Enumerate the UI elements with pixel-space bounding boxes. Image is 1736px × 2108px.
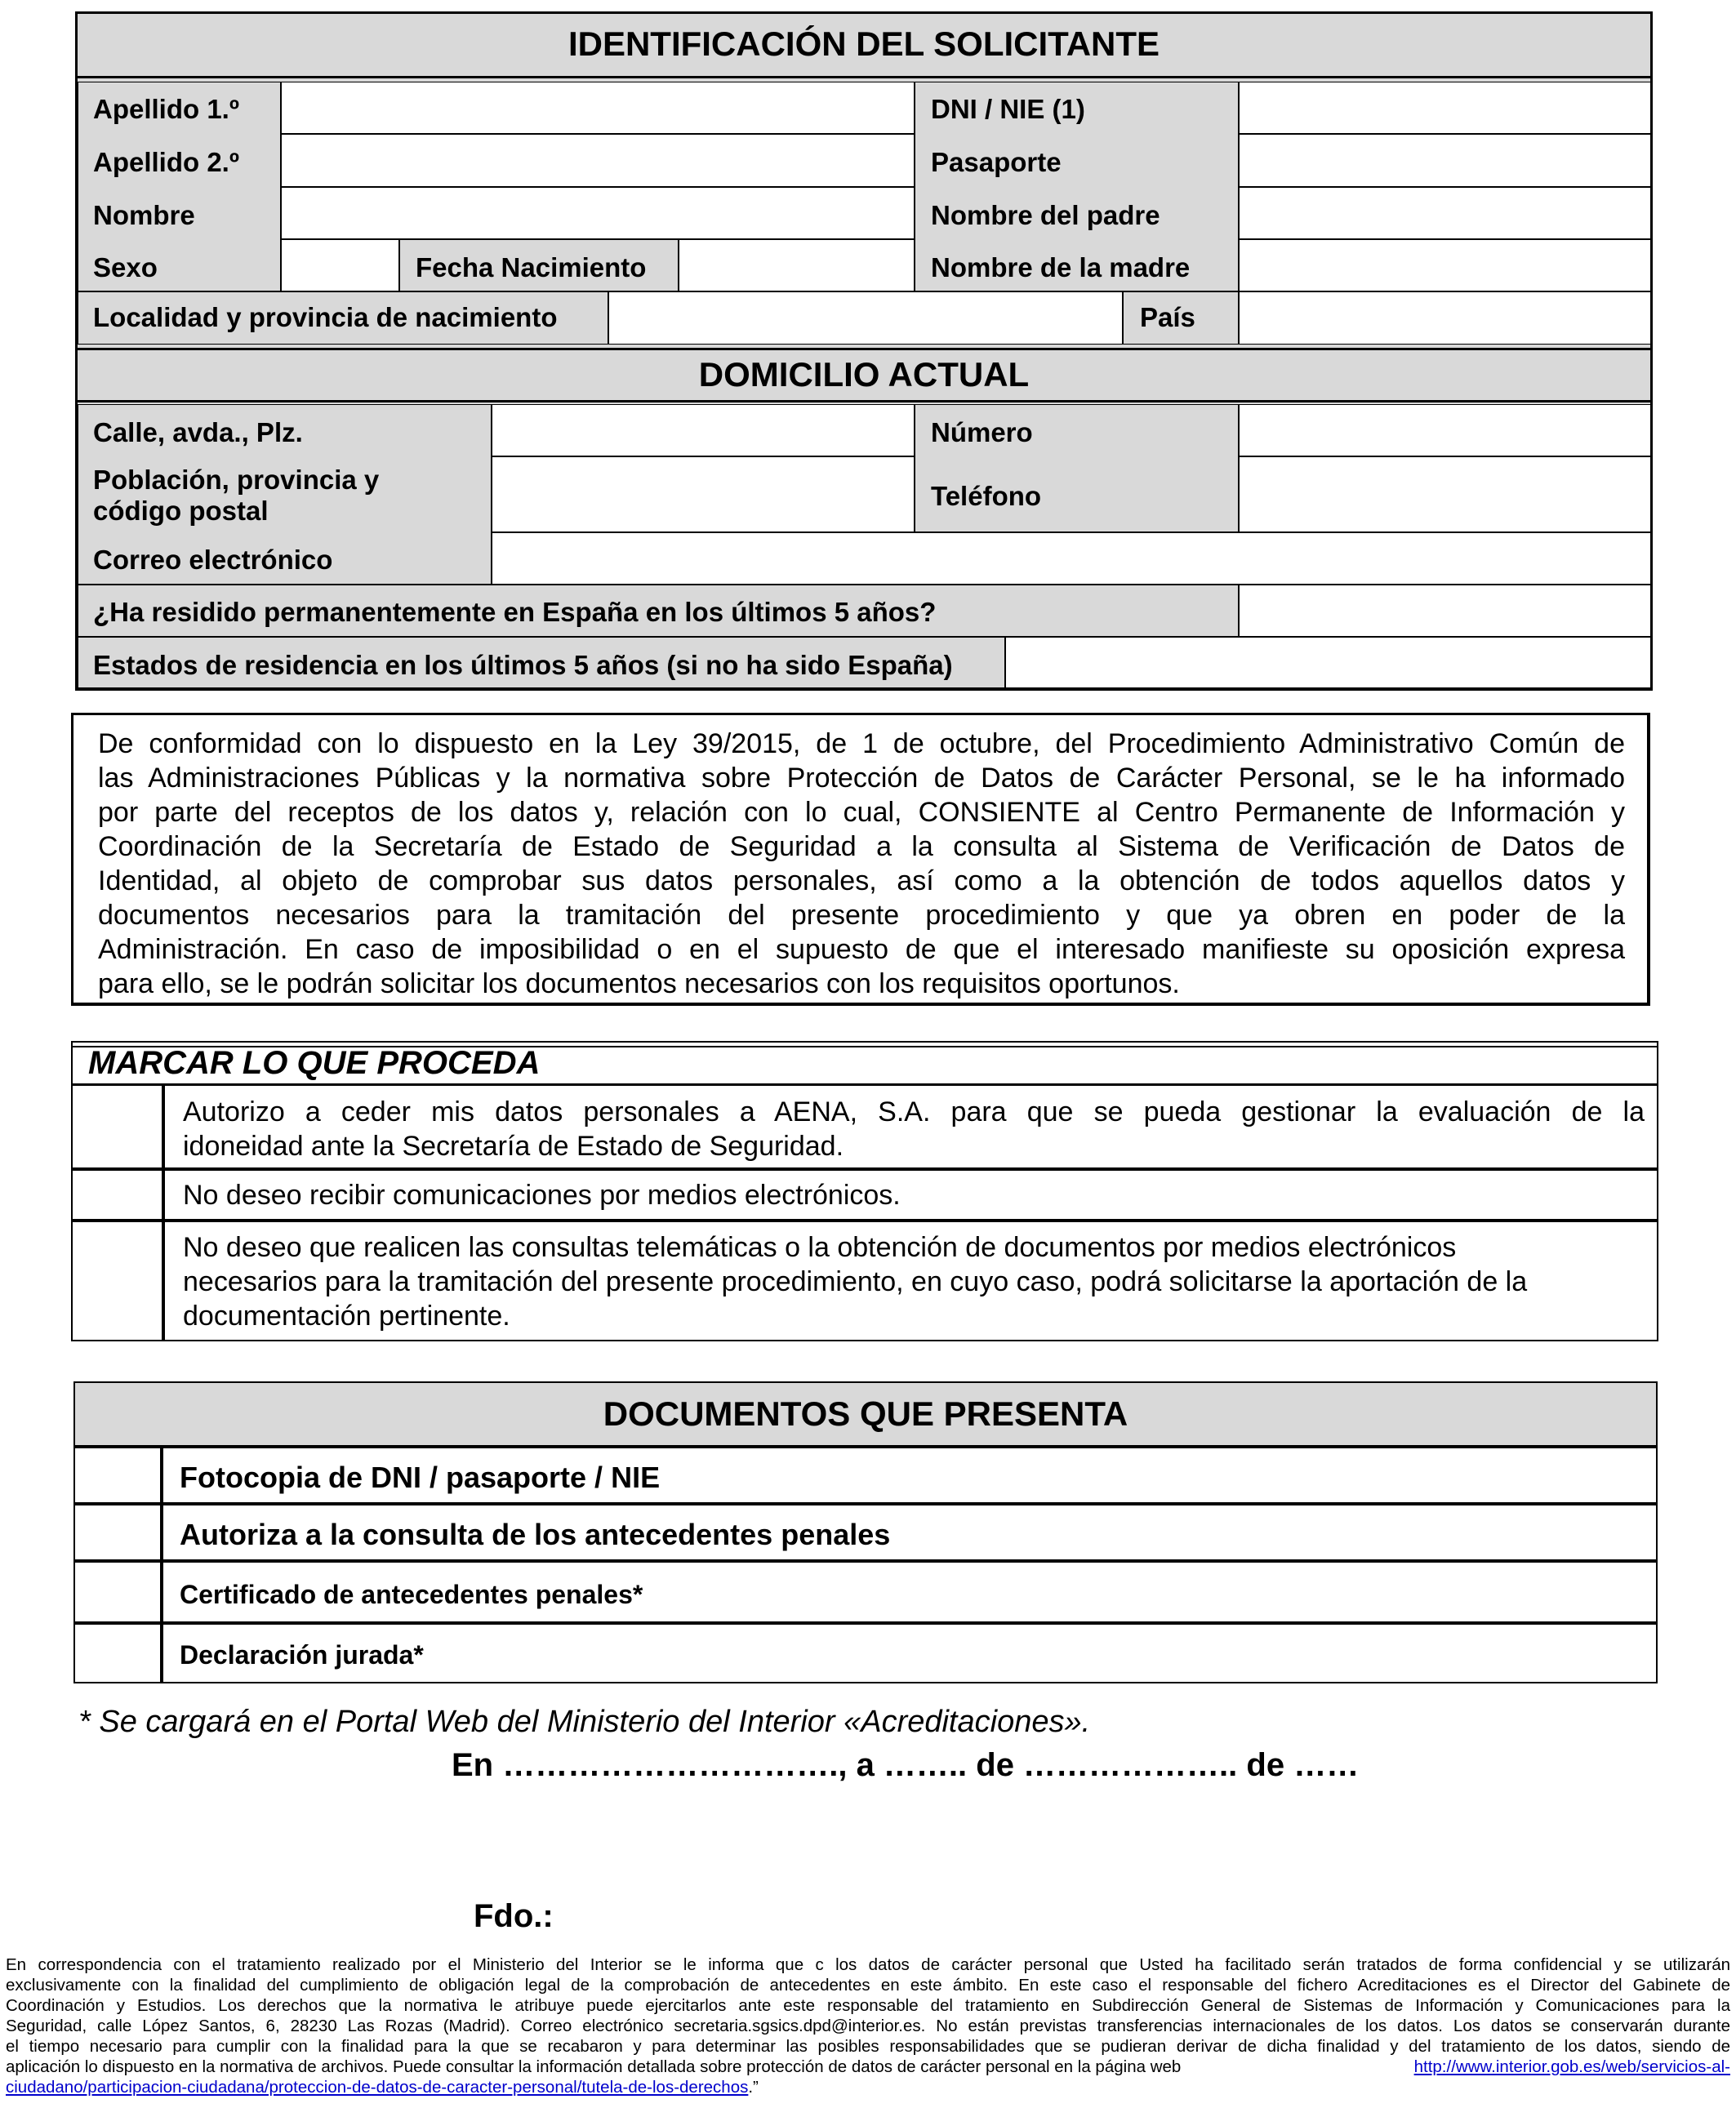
documento-checkbox-4[interactable] xyxy=(73,1623,162,1683)
calle-field[interactable] xyxy=(492,404,915,456)
footer-link-suffix: .” xyxy=(748,2078,759,2097)
numero-field[interactable] xyxy=(1239,404,1651,456)
nombre-padre-field[interactable] xyxy=(1239,187,1651,239)
sexo-field[interactable] xyxy=(281,239,399,291)
poblacion-label-2: código postal xyxy=(93,496,269,526)
marcar-option-3-line-2: necesarios para la tramitación del presente procedimiento, en cuyo caso, podrá solicitarse la aportación de la xyxy=(183,1266,1528,1297)
correo-label: Correo electrónico xyxy=(93,545,333,575)
consent-line-3: por parte del receptos de los datos y, relación con lo cual, CONSIENTE al Centro Permanente de Información y xyxy=(98,797,1625,828)
footer-line-3: Coordinación y Estudios. Los derechos que la normativa le atribuye puede ejercitarlos ante este responsable del tratamiento en Subdirección General de Sistemas de Información y Comunicaciones para la xyxy=(6,1996,1730,2015)
footer-line-6-text: aplicación lo dispuesto en la normativa de archivos. Puede consultar la información detallada sobre protección de datos de carácter personal en la página web xyxy=(6,2057,1182,2076)
domicilio-title: DOMICILIO ACTUAL xyxy=(698,355,1030,394)
marcar-title: MARCAR LO QUE PROCEDA xyxy=(88,1045,541,1081)
footer-line-7 xyxy=(6,2077,1730,2097)
footer-line-4: Seguridad, calle López Santos, 6, 28230 Las Rozas (Madrid). Correo electrónico secretaria.sgsics.dpd@interior.es. No están previstas transferencias internacionales de los datos. Los datos se conservarán durante xyxy=(6,2017,1730,2035)
nota-portal: * Se cargará en el Portal Web del Ministerio del Interior «Acreditaciones». xyxy=(78,1705,1091,1739)
localidad-label: Localidad y provincia de nacimiento xyxy=(93,302,558,332)
marcar-option-3-text xyxy=(183,1230,1645,1333)
numero-label: Número xyxy=(931,417,1033,447)
consent-line-2: las Administraciones Públicas y la normativa sobre Protección de Datos de Carácter Personal, se le ha informado xyxy=(98,763,1625,794)
marcar-option-2-line-1: No deseo recibir comunicaciones por medios electrónicos. xyxy=(183,1180,901,1211)
sexo-label: Sexo xyxy=(93,252,158,282)
calle-label: Calle, avda., Plz. xyxy=(93,417,303,447)
pais-field[interactable] xyxy=(1239,291,1651,345)
fecha-nacimiento-label: Fecha Nacimiento xyxy=(416,252,647,282)
nombre-madre-field[interactable] xyxy=(1239,239,1651,291)
identificacion-title: IDENTIFICACIÓN DEL SOLICITANTE xyxy=(568,24,1160,63)
dni-field[interactable] xyxy=(1239,82,1651,134)
marcar-checkbox-1[interactable] xyxy=(71,1084,163,1169)
marcar-option-1-line-2: idoneidad ante la Secretaría de Estado de Seguridad. xyxy=(183,1131,844,1162)
nombre-field[interactable] xyxy=(281,187,915,239)
consent-line-1: De conformidad con lo dispuesto en la Ley 39/2015, de 1 de octubre, del Procedimiento Administrativo Común de xyxy=(98,728,1625,759)
estados-field[interactable] xyxy=(1005,637,1651,688)
apellido1-field[interactable] xyxy=(281,82,915,134)
marcar-checkbox-2[interactable] xyxy=(71,1169,163,1221)
documento-checkbox-2[interactable] xyxy=(73,1504,162,1561)
documento-item-4: Declaración jurada* xyxy=(180,1640,424,1670)
marcar-option-1-line-1: Autorizo a ceder mis datos personales a AENA, S.A. para que se pueda gestionar la evaluación de la xyxy=(183,1096,1645,1127)
footer-line-2: exclusivamente con la finalidad del cumplimiento de obligación legal de la comprobación de antecedentes en este ámbito. En este caso el responsable del fichero Acreditaciones es el Director del Gabinete de xyxy=(6,1976,1730,1995)
marcar-checkbox-3[interactable] xyxy=(71,1221,163,1341)
poblacion-field[interactable] xyxy=(492,456,915,532)
lugar-fecha: En …………………………., a …….. de ……………….. de …… xyxy=(452,1747,1360,1783)
documento-item-1: Fotocopia de DNI / pasaporte / NIE xyxy=(180,1461,661,1494)
consent-line-7: Administración. En caso de imposibilidad o en el supuesto de que el interesado manifieste su oposición expresa xyxy=(98,934,1625,965)
pais-label: País xyxy=(1140,302,1195,332)
consent-line-6: documentos necesarios para la tramitación del presente procedimiento y que ya obren en poder de la xyxy=(98,900,1625,931)
documentos-title: DOCUMENTOS QUE PRESENTA xyxy=(603,1394,1128,1433)
poblacion-label-1: Población, provincia y xyxy=(93,465,380,495)
marcar-option-1-text xyxy=(183,1095,1645,1163)
telefono-field[interactable] xyxy=(1239,456,1651,532)
nombre-madre-label: Nombre de la madre xyxy=(931,252,1191,282)
marcar-option-2-text xyxy=(183,1178,1645,1212)
footer-line-5: el tiempo necesario para cumplir con la finalidad para la que se recabaron y para determinar las posibles responsabilidades que se pudieran derivar de dicha finalidad y del tratamiento de los datos, siendo de xyxy=(6,2037,1730,2056)
marcar-option-3-line-3: documentación pertinente. xyxy=(183,1301,510,1332)
apellido1-label: Apellido 1.º xyxy=(93,94,239,124)
documento-checkbox-1[interactable] xyxy=(73,1447,162,1504)
nombre-label: Nombre xyxy=(93,200,195,230)
residido-label: ¿Ha residido permanentemente en España en los últimos 5 años? xyxy=(93,597,937,627)
consent-line-8: para ello, se le podrán solicitar los documentos necesarios con los requisitos oportunos. xyxy=(98,968,1180,999)
pasaporte-field[interactable] xyxy=(1239,134,1651,187)
telefono-label: Teléfono xyxy=(931,481,1042,511)
firma-label: Fdo.: xyxy=(474,1898,554,1934)
apellido2-label: Apellido 2.º xyxy=(93,147,239,177)
consent-line-4: Coordinación de la Secretaría de Estado de Seguridad a la consulta al Sistema de Verificación de Datos de xyxy=(98,831,1625,862)
documento-checkbox-3[interactable] xyxy=(73,1561,162,1623)
footer-legal-text xyxy=(6,1955,1730,2097)
footer-link-part-1[interactable]: http://www.interior.gob.es/web/servicios-al- xyxy=(1413,2057,1730,2076)
documento-item-3: Certificado de antecedentes penales* xyxy=(180,1580,643,1609)
estados-label: Estados de residencia en los últimos 5 años (si no ha sido España) xyxy=(93,650,953,680)
documento-item-2: Autoriza a la consulta de los antecedentes penales xyxy=(180,1518,891,1551)
dni-label: DNI / NIE (1) xyxy=(931,94,1085,124)
marcar-option-3-line-1: No deseo que realicen las consultas telemáticas o la obtención de documentos por medios electrónicos xyxy=(183,1232,1457,1263)
consent-box xyxy=(71,713,1650,1006)
footer-line-1: En correspondencia con el tratamiento realizado por el Ministerio del Interior se le informa que c los datos de carácter personal que Usted ha facilitado serán tratados de forma confidencial y se utilizarán xyxy=(6,1955,1730,1974)
footer-line-6 xyxy=(6,2057,1730,2077)
pasaporte-label: Pasaporte xyxy=(931,147,1062,177)
consent-line-5: Identidad, al objeto de comprobar sus datos personales, así como a la obtención de todos aquellos datos y xyxy=(98,865,1625,896)
residido-field[interactable] xyxy=(1239,585,1651,637)
consent-text xyxy=(98,727,1625,1001)
footer-link-part-2[interactable]: ciudadano/participacion-ciudadana/proteccion-de-datos-de-caracter-personal/tutela-de-los-derechos xyxy=(6,2078,749,2097)
localidad-field[interactable] xyxy=(608,291,1123,345)
fecha-nacimiento-field[interactable] xyxy=(679,239,915,291)
nombre-padre-label: Nombre del padre xyxy=(931,200,1160,230)
correo-field[interactable] xyxy=(492,532,1651,585)
apellido2-field[interactable] xyxy=(281,134,915,187)
